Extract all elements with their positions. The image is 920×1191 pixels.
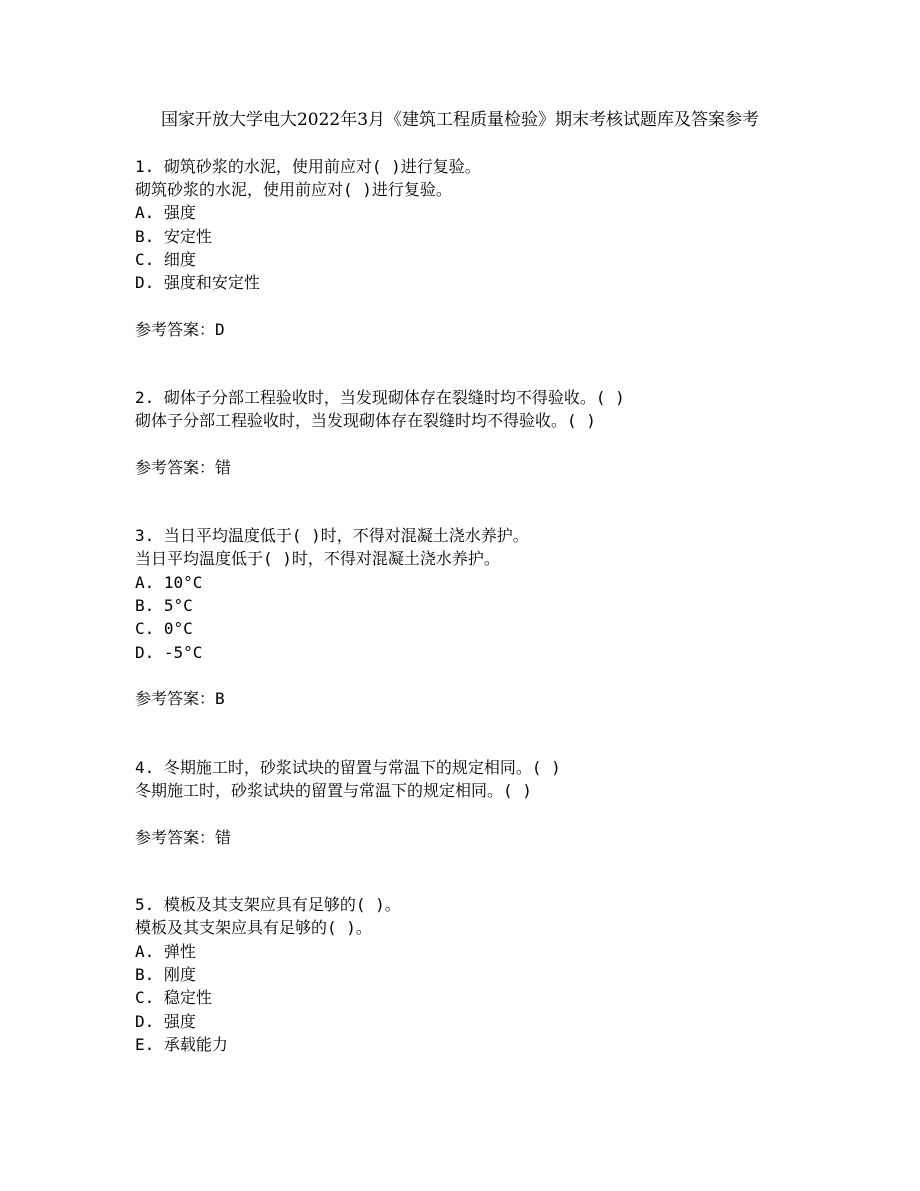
document-title: 国家开放大学电大2022年3月《建筑工程质量检验》期末考核试题库及答案参考 bbox=[160, 110, 760, 130]
question-1-option-d: D. 强度和安定性 bbox=[135, 273, 260, 292]
question-5-option-d: D. 强度 bbox=[135, 1012, 196, 1031]
question-3-option-c: C. 0°C bbox=[135, 619, 193, 638]
question-3-option-d: D. -5°C bbox=[135, 643, 203, 662]
question-1-option-b: B. 安定性 bbox=[135, 227, 212, 246]
question-2-answer: 参考答案：错 bbox=[135, 458, 232, 477]
question-1-header: 1. 砌筑砂浆的水泥，使用前应对( )进行复验。 bbox=[135, 157, 481, 176]
question-3-answer: 参考答案：B bbox=[135, 689, 225, 708]
question-4-header: 4. 冬期施工时，砂浆试块的留置与常温下的规定相同。( ) bbox=[135, 758, 561, 777]
question-1-stem: 砌筑砂浆的水泥，使用前应对( )进行复验。 bbox=[135, 180, 452, 199]
question-1-option-a: A. 强度 bbox=[135, 203, 196, 222]
question-3-header: 3. 当日平均温度低于( )时，不得对混凝土浇水养护。 bbox=[135, 526, 529, 545]
question-5-option-b: B. 刚度 bbox=[135, 965, 196, 984]
question-5-stem: 模板及其支架应具有足够的( )。 bbox=[135, 918, 372, 937]
question-5-header: 5. 模板及其支架应具有足够的( )。 bbox=[135, 895, 401, 914]
question-5-option-c: C. 稳定性 bbox=[135, 988, 212, 1007]
question-5-option-a: A. 弹性 bbox=[135, 942, 196, 961]
question-1-option-c: C. 细度 bbox=[135, 250, 196, 269]
question-3-option-a: A. 10°C bbox=[135, 573, 203, 592]
question-4-answer: 参考答案：错 bbox=[135, 828, 232, 847]
question-5-option-e: E. 承载能力 bbox=[135, 1035, 228, 1054]
question-2-stem: 砌体子分部工程验收时，当发现砌体存在裂缝时均不得验收。( ) bbox=[135, 411, 596, 430]
question-1-answer: 参考答案：D bbox=[135, 320, 225, 339]
question-4-stem: 冬期施工时，砂浆试块的留置与常温下的规定相同。( ) bbox=[135, 781, 532, 800]
question-3-option-b: B. 5°C bbox=[135, 596, 193, 615]
question-3-stem: 当日平均温度低于( )时，不得对混凝土浇水养护。 bbox=[135, 549, 500, 568]
question-2-header: 2. 砌体子分部工程验收时，当发现砌体存在裂缝时均不得验收。( ) bbox=[135, 388, 625, 407]
